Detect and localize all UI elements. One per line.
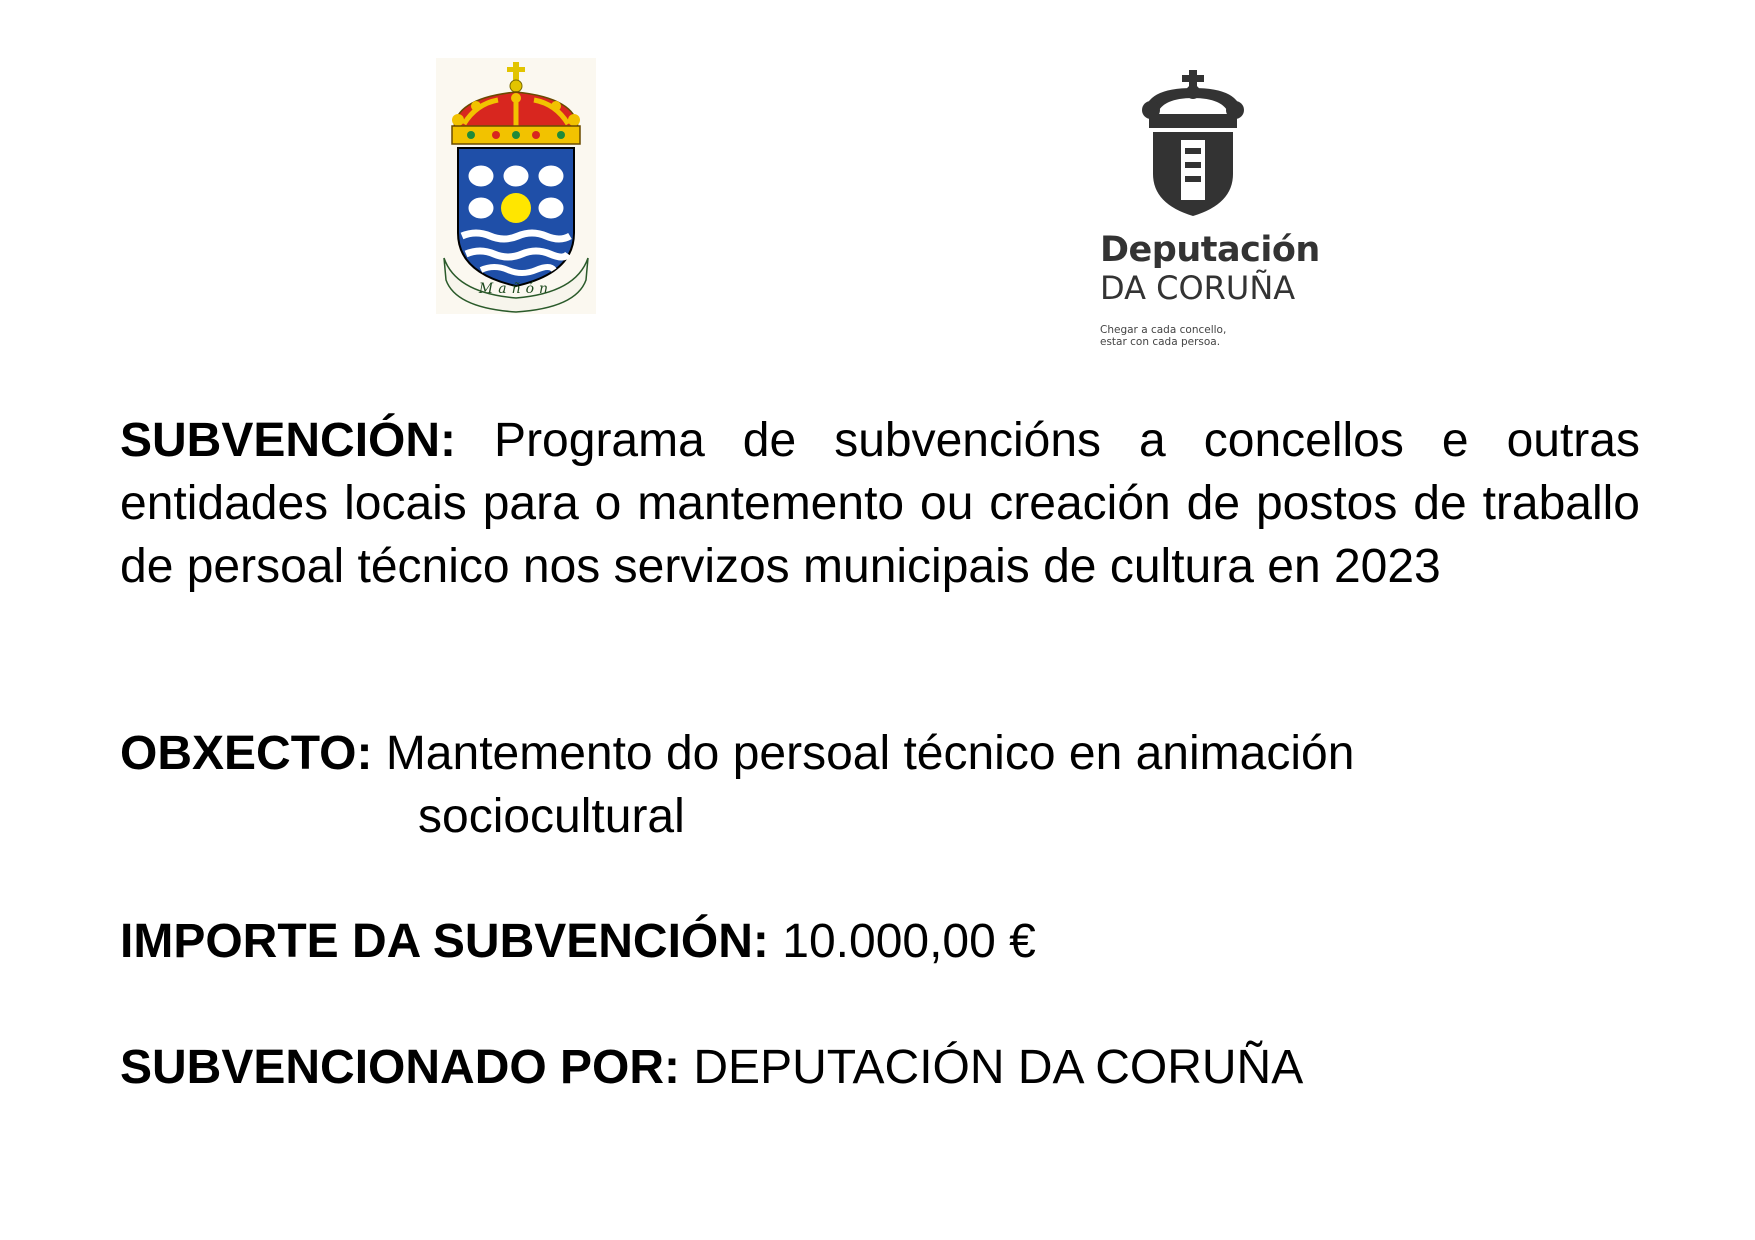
subvencion-label: SUBVENCIÓN: (120, 414, 457, 467)
deputacion-tagline-2: estar con cada persoa. (1100, 336, 1221, 348)
deputacion-emblem-icon (1133, 70, 1253, 220)
subvencionado-label: SUBVENCIONADO POR: (120, 1041, 681, 1094)
deputacion-logo (1085, 60, 1335, 360)
subvencionado-value: DEPUTACIÓN DA CORUÑA (693, 1041, 1304, 1094)
concello-caption: Mañón (478, 281, 554, 297)
obxecto-value-line2: sociocultural (418, 790, 685, 843)
importe-value: 10.000,00 € (782, 915, 1036, 968)
deputacion-province: DA CORUÑA (1100, 269, 1296, 307)
concello-coat-of-arms-logo (436, 58, 596, 314)
deputacion-name: Deputación (1100, 230, 1320, 270)
importe-label: IMPORTE DA SUBVENCIÓN: (120, 915, 769, 968)
deputacion-tagline-1: Chegar a cada concello, (1100, 324, 1227, 336)
obxecto-paragraph (120, 722, 1640, 848)
importe-paragraph (120, 910, 1640, 973)
obxecto-value-line1: Mantemento do persoal técnico en animación (385, 727, 1355, 780)
subvencion-paragraph (120, 409, 1640, 598)
coat-of-arms-icon (436, 58, 596, 314)
subvencionado-paragraph (120, 1036, 1640, 1099)
obxecto-label: OBXECTO: (120, 727, 373, 780)
subvencion-value: Programa de subvencións a concellos e outras entidades locais para o mantemento ou creación de postos de traballo de persoal técnico nos servizos municipais de cultura en 2023 (120, 414, 1640, 593)
